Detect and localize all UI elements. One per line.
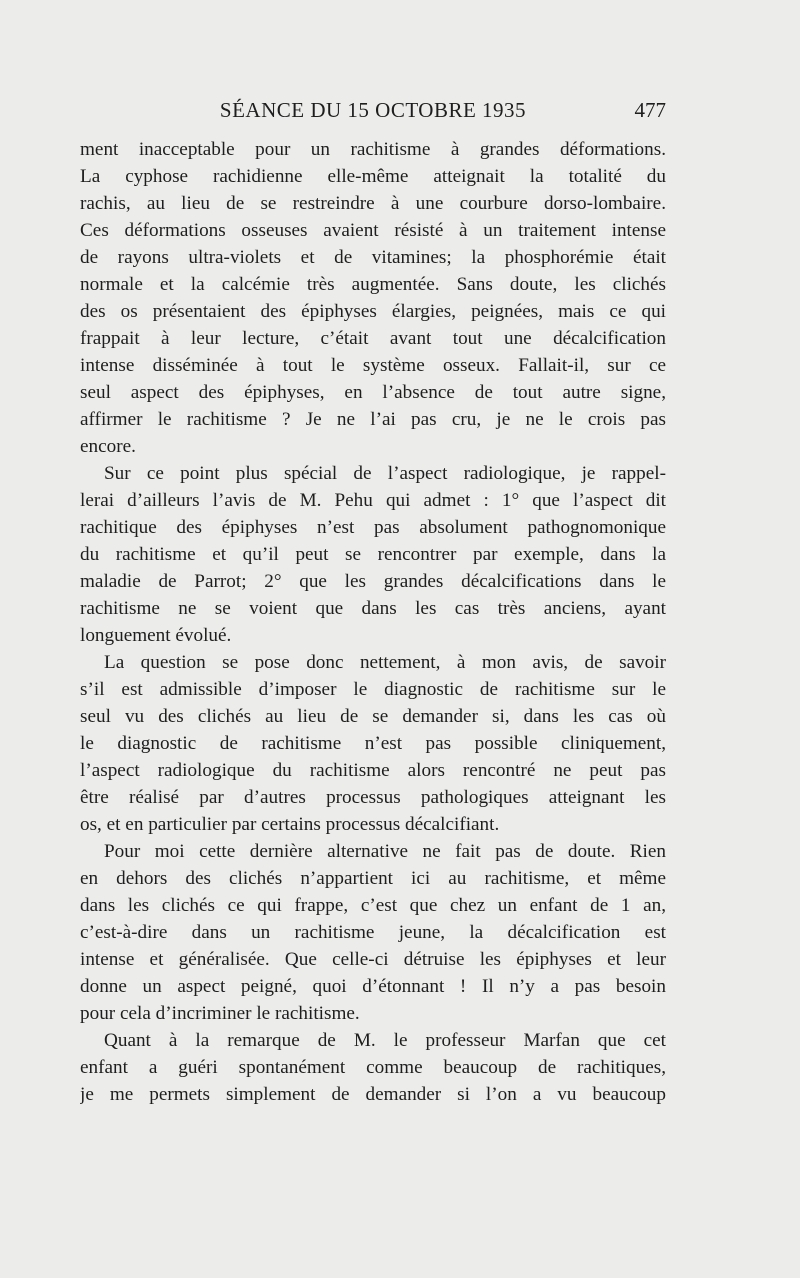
text-line: rachitique des épiphyses n’est pas absolument pathognomonique — [80, 517, 666, 538]
text-line: maladie de Parrot; 2° que les grandes décalcifications dans le — [80, 571, 666, 592]
text-line: c’est-à-dire dans un rachitisme jeune, la décalcification est — [80, 922, 666, 943]
text-line: rachitisme ne se voient que dans les cas très anciens, ayant — [80, 598, 666, 619]
text-line: l’aspect radiologique du rachitisme alors rencontré ne peut pas — [80, 760, 666, 781]
text-line: Pour moi cette dernière alternative ne fait pas de doute. Rien — [104, 841, 666, 862]
text-line: de rayons ultra-violets et de vitamines; la phosphorémie était — [80, 247, 666, 268]
text-line: frappait à leur lecture, c’était avant tout une décalcification — [80, 328, 666, 349]
text-line: être réalisé par d’autres processus pathologiques atteignant les — [80, 787, 666, 808]
paragraph — [80, 838, 666, 1027]
text-line: La cyphose rachidienne elle-même atteignait la totalité du — [80, 166, 666, 187]
text-line: intense disséminée à tout le système osseux. Fallait-il, sur ce — [80, 355, 666, 376]
paragraph — [80, 1027, 666, 1108]
text-line: os, et en particulier par certains processus décalcifiant. — [80, 814, 500, 835]
text-line: enfant a guéri spontanément comme beaucoup de rachitiques, — [80, 1057, 666, 1078]
text-line: La question se pose donc nettement, à mon avis, de savoir — [104, 652, 666, 673]
text-line: affirmer le rachitisme ? Je ne l’ai pas cru, je ne le crois pas — [80, 409, 666, 430]
text-line: s’il est admissible d’imposer le diagnostic de rachitisme sur le — [80, 679, 666, 700]
text-line: en dehors des clichés n’appartient ici au rachitisme, et même — [80, 868, 666, 889]
text-line: rachis, au lieu de se restreindre à une courbure dorso-lombaire. — [80, 193, 666, 214]
text-line: longuement évolué. — [80, 625, 232, 646]
text-line: dans les clichés ce qui frappe, c’est que chez un enfant de 1 an, — [80, 895, 666, 916]
text-line: Quant à la remarque de M. le professeur Marfan que cet — [104, 1030, 666, 1051]
text-line: seul vu des clichés au lieu de se demander si, dans les cas où — [80, 706, 666, 727]
text-line: le diagnostic de rachitisme n’est pas possible cliniquement, — [80, 733, 666, 754]
text-line: lerai d’ailleurs l’avis de M. Pehu qui admet : 1° que l’aspect dit — [80, 490, 666, 511]
text-line: donne un aspect peigné, quoi d’étonnant ! Il n’y a pas besoin — [80, 976, 666, 997]
text-line: Ces déformations osseuses avaient résisté à un traitement intense — [80, 220, 666, 241]
text-line: ment inacceptable pour un rachitisme à grandes déformations. — [80, 139, 666, 160]
text-line: du rachitisme et qu’il peut se rencontrer par exemple, dans la — [80, 544, 666, 565]
running-head: SÉANCE DU 15 OCTOBRE 1935 — [219, 98, 527, 122]
paragraph — [80, 649, 666, 838]
paragraph — [80, 136, 666, 460]
text-line: seul aspect des épiphyses, en l’absence de tout autre signe, — [80, 382, 666, 403]
text-line: Sur ce point plus spécial de l’aspect radiologique, je rappel- — [104, 463, 666, 484]
text-line: je me permets simplement de demander si l’on a vu beaucoup — [80, 1084, 666, 1105]
text-line: normale et la calcémie très augmentée. Sans doute, les clichés — [80, 274, 666, 295]
paragraph — [80, 460, 666, 649]
body-text — [80, 136, 666, 1108]
text-line: des os présentaient des épiphyses élargies, peignées, mais ce qui — [80, 301, 666, 322]
text-line: intense et généralisée. Que celle-ci détruise les épiphyses et leur — [80, 949, 666, 970]
text-line: pour cela d’incriminer le rachitisme. — [80, 1003, 360, 1024]
text-line: encore. — [80, 436, 136, 457]
page-number: 477 — [634, 98, 666, 122]
page-header — [80, 98, 666, 128]
